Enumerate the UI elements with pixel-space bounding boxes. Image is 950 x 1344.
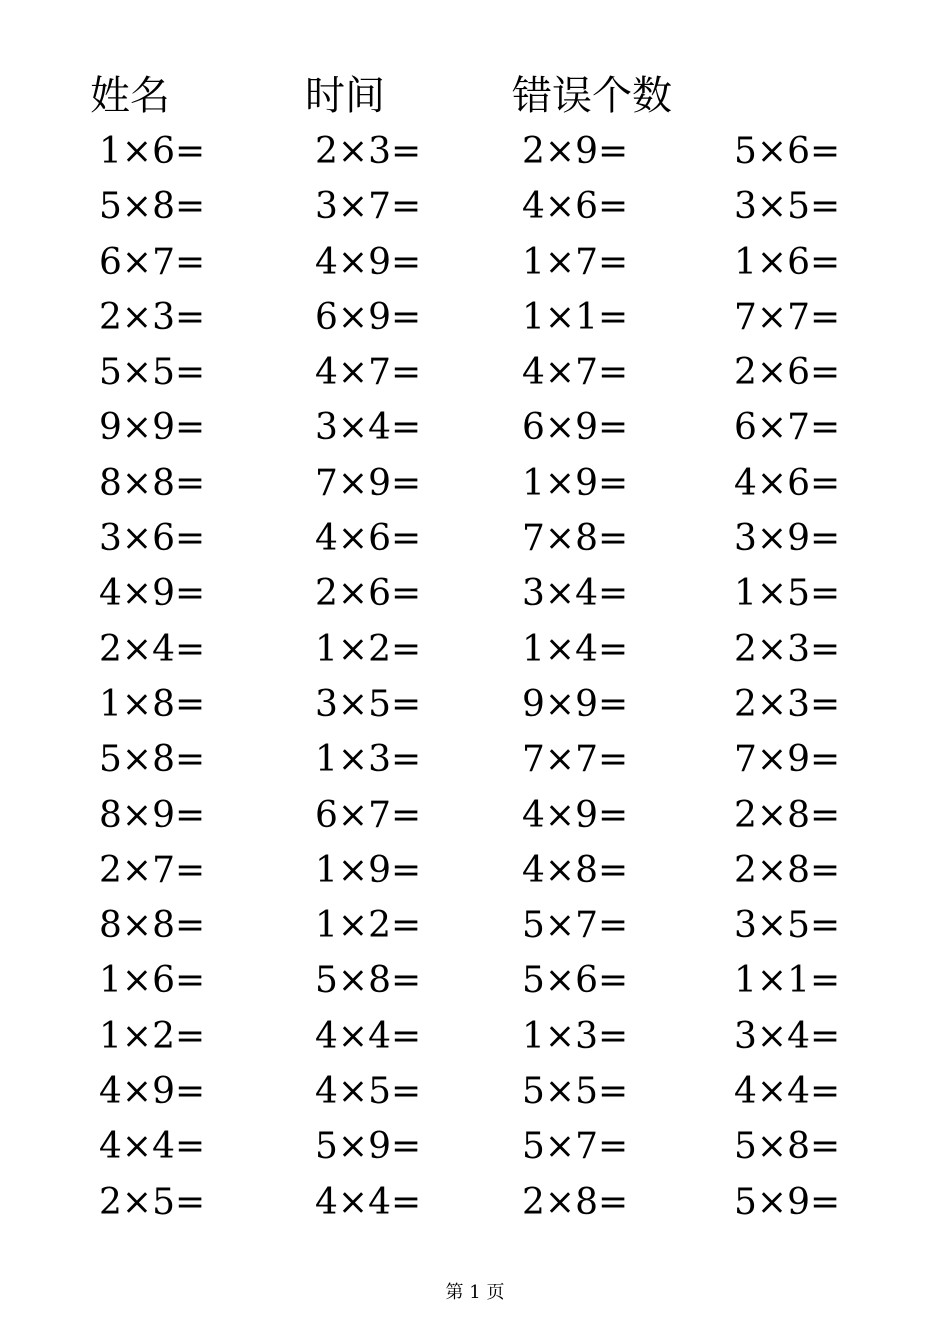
multiplication-problem: 5×8= (99, 186, 206, 228)
multiplication-problem: 7×7= (734, 296, 841, 338)
multiplication-problem: 1×6= (99, 960, 206, 1002)
multiplication-problem: 5×7= (522, 1126, 629, 1168)
problem-row (0, 235, 950, 290)
multiplication-problem: 2×8= (734, 849, 841, 891)
multiplication-problem: 1×2= (99, 1015, 206, 1057)
multiplication-problem: 3×9= (734, 518, 841, 560)
problem-row (0, 124, 950, 179)
multiplication-problem: 1×3= (522, 1015, 629, 1057)
multiplication-problem: 4×5= (315, 1071, 422, 1113)
multiplication-problem: 1×9= (315, 849, 422, 891)
multiplication-problem: 4×7= (522, 352, 629, 394)
multiplication-problem: 5×8= (734, 1126, 841, 1168)
multiplication-problem: 1×2= (315, 628, 422, 670)
multiplication-problem: 5×9= (734, 1181, 841, 1223)
multiplication-problem: 7×9= (315, 462, 422, 504)
multiplication-problem: 2×5= (99, 1181, 206, 1223)
multiplication-problem: 8×9= (99, 794, 206, 836)
multiplication-problem: 2×4= (99, 628, 206, 670)
multiplication-problem: 2×8= (522, 1181, 629, 1223)
time-label: 时间 (305, 73, 385, 119)
multiplication-problem: 1×2= (315, 905, 422, 947)
page-number: 第 1 页 (445, 1282, 505, 1303)
error-count-label: 错误个数 (512, 73, 672, 119)
problem-row (0, 179, 950, 234)
multiplication-problem: 4×9= (315, 241, 422, 283)
problem-row (0, 1119, 950, 1174)
multiplication-problem: 6×7= (315, 794, 422, 836)
multiplication-problem: 1×6= (734, 241, 841, 283)
multiplication-problem: 5×8= (99, 739, 206, 781)
multiplication-problem: 5×7= (522, 905, 629, 947)
multiplication-problem: 9×9= (522, 683, 629, 725)
multiplication-problem: 2×3= (99, 296, 206, 338)
multiplication-problem: 2×8= (734, 794, 841, 836)
multiplication-problem: 8×8= (99, 905, 206, 947)
multiplication-problem: 1×3= (315, 739, 422, 781)
multiplication-problem: 5×5= (99, 352, 206, 394)
multiplication-problem: 6×9= (522, 407, 629, 449)
multiplication-problem: 1×7= (522, 241, 629, 283)
problem-row (0, 1175, 950, 1230)
multiplication-problem: 4×8= (522, 849, 629, 891)
multiplication-problem: 6×9= (315, 296, 422, 338)
multiplication-problem: 2×3= (734, 628, 841, 670)
multiplication-problem: 3×4= (522, 573, 629, 615)
multiplication-problem: 9×9= (99, 407, 206, 449)
multiplication-problem: 5×6= (734, 131, 841, 172)
problem-row (0, 732, 950, 787)
multiplication-problem: 1×1= (522, 296, 629, 338)
multiplication-problem: 6×7= (99, 241, 206, 283)
multiplication-problem: 2×6= (734, 352, 841, 394)
multiplication-problem: 3×7= (315, 186, 422, 228)
multiplication-problem: 1×1= (734, 960, 841, 1002)
problem-row (0, 1009, 950, 1064)
multiplication-problem: 2×3= (315, 131, 422, 172)
multiplication-problem: 7×9= (734, 739, 841, 781)
problem-row (0, 677, 950, 732)
multiplication-problem: 4×9= (99, 573, 206, 615)
multiplication-problem: 7×8= (522, 518, 629, 560)
multiplication-problem: 2×9= (522, 131, 629, 172)
multiplication-problem: 2×3= (734, 683, 841, 725)
problem-grid (0, 124, 950, 1230)
multiplication-problem: 5×6= (522, 960, 629, 1002)
multiplication-problem: 1×4= (522, 628, 629, 670)
multiplication-problem: 5×8= (315, 960, 422, 1002)
multiplication-problem: 3×5= (734, 905, 841, 947)
multiplication-problem: 4×9= (522, 794, 629, 836)
multiplication-problem: 2×7= (99, 849, 206, 891)
problem-row (0, 456, 950, 511)
multiplication-problem: 4×4= (99, 1126, 206, 1168)
multiplication-problem: 1×5= (734, 573, 841, 615)
multiplication-problem: 4×9= (99, 1071, 206, 1113)
multiplication-problem: 4×6= (522, 186, 629, 228)
multiplication-problem: 3×5= (734, 186, 841, 228)
multiplication-problem: 4×6= (734, 462, 841, 504)
problem-row (0, 622, 950, 677)
problem-row (0, 400, 950, 455)
multiplication-problem: 6×7= (734, 407, 841, 449)
multiplication-problem: 8×8= (99, 462, 206, 504)
multiplication-problem: 2×6= (315, 573, 422, 615)
multiplication-problem: 3×4= (315, 407, 422, 449)
problem-row (0, 345, 950, 400)
problem-row (0, 898, 950, 953)
multiplication-problem: 5×5= (522, 1071, 629, 1113)
multiplication-problem: 3×4= (734, 1015, 841, 1057)
problem-row (0, 843, 950, 898)
multiplication-problem: 5×9= (315, 1126, 422, 1168)
multiplication-problem: 4×4= (315, 1015, 422, 1057)
multiplication-problem: 3×5= (315, 683, 422, 725)
multiplication-problem: 4×4= (734, 1071, 841, 1113)
multiplication-problem: 1×6= (99, 131, 206, 172)
problem-row (0, 511, 950, 566)
problem-row (0, 953, 950, 1008)
problem-row (0, 788, 950, 843)
multiplication-problem: 7×7= (522, 739, 629, 781)
name-label: 姓名 (90, 73, 170, 119)
problem-row (0, 1064, 950, 1119)
multiplication-problem: 1×9= (522, 462, 629, 504)
multiplication-problem: 4×7= (315, 352, 422, 394)
problem-row (0, 290, 950, 345)
multiplication-problem: 4×6= (315, 518, 422, 560)
problem-row (0, 566, 950, 621)
multiplication-problem: 3×6= (99, 518, 206, 560)
multiplication-problem: 4×4= (315, 1181, 422, 1223)
multiplication-problem: 1×8= (99, 683, 206, 725)
